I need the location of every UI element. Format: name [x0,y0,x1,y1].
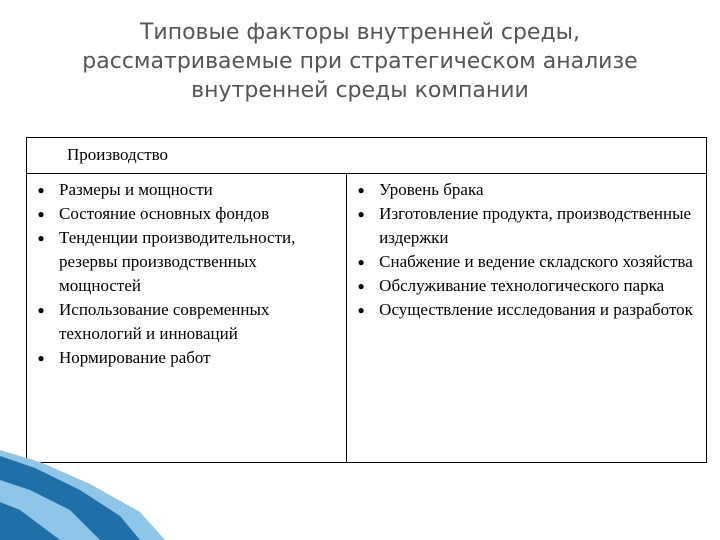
list-item [347,274,706,298]
list-item [27,178,346,202]
title-line-3: внутренней среды компании [191,78,529,103]
list-item-text: Изготовление продукта, производственные издержки [379,204,692,247]
list-item [347,178,706,202]
bullet-icon: ● [37,303,45,317]
list-item-text: Размеры и мощности [59,180,213,199]
list-item-text: Состояние основных фондов [59,204,270,223]
right-factor-list [347,178,706,322]
list-item-text: Уровень брака [379,180,484,199]
title-line-1: Типовые факторы внутренней среды, [139,20,581,45]
table-header-production: Производство [27,138,707,174]
list-item-text: Нормирование работ [59,348,211,367]
bullet-icon: ● [37,231,45,245]
bullet-icon: ● [357,207,365,221]
corner-wave-decoration [0,450,720,540]
list-item [27,298,346,346]
left-factor-list [27,178,346,370]
right-column [347,174,707,463]
bullet-icon: ● [37,207,45,221]
bullet-icon: ● [357,303,365,317]
list-item-text: Осуществление исследования и разработок [379,300,693,319]
list-item [27,226,346,298]
slide-title [40,18,680,105]
bullet-icon: ● [37,183,45,197]
list-item [27,202,346,226]
bullet-icon: ● [357,183,365,197]
list-item-text: Обслуживание технологического парка [379,276,665,295]
list-item [347,202,706,250]
bullet-icon: ● [357,279,365,293]
bullet-icon: ● [357,255,365,269]
list-item-text: Тенденции производительности, резервы производственных мощностей [59,228,296,295]
list-item-text: Использование современных технологий и инноваций [59,300,270,343]
list-item [27,346,346,370]
list-item-text: Снабжение и ведение складского хозяйства [379,252,693,271]
factors-table [26,137,707,463]
list-item [347,250,706,274]
list-item [347,298,706,322]
title-line-2: рассматриваемые при стратегическом анализе [82,49,638,74]
bullet-icon: ● [37,351,45,365]
left-column [27,174,347,463]
